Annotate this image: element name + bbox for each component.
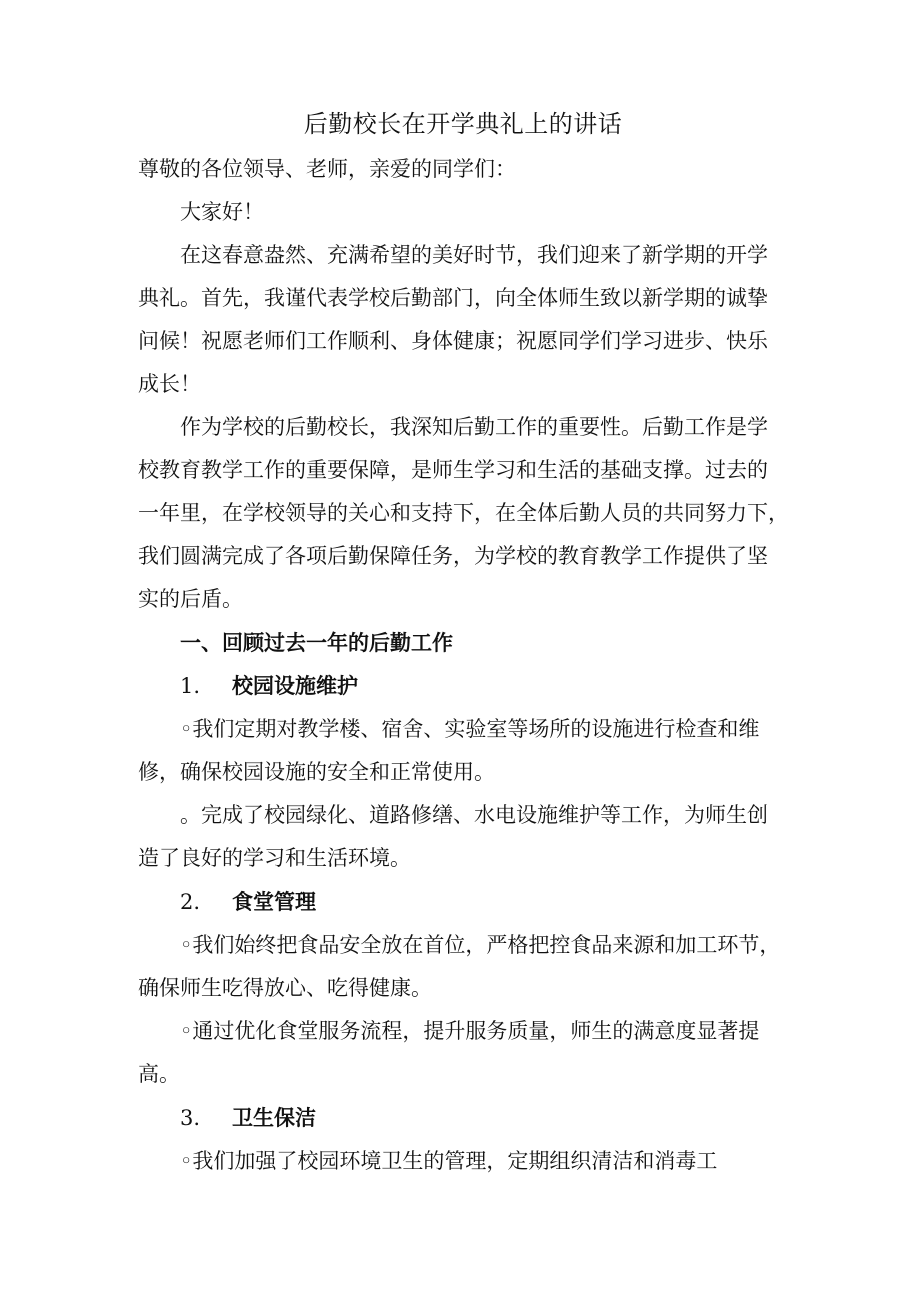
paragraph-line: 我们圆满完成了各项后勤保障任务，为学校的教育教学工作提供了坚	[138, 544, 768, 568]
second-paragraph	[138, 406, 788, 621]
item-heading: 食堂管理	[232, 889, 316, 914]
item-heading: 校园设施维护	[232, 673, 358, 698]
paragraph-line: 高。	[138, 1062, 180, 1086]
document-page	[138, 104, 788, 1183]
paragraph-line: 确保师生吃得放心、吃得健康。	[138, 976, 432, 1000]
item-number: 1.	[180, 674, 201, 698]
paragraph-line: 修，确保校园设施的安全和正常使用。	[138, 760, 495, 784]
numbered-heading	[138, 664, 788, 708]
bullet-paragraph	[138, 708, 788, 794]
bullet-paragraph	[138, 1010, 788, 1096]
item-number: 2.	[180, 890, 201, 914]
bullet-paragraph	[138, 1140, 788, 1183]
paragraph-line: 问候！祝愿老师们工作顺利、身体健康；祝愿同学们学习进步、快乐	[138, 329, 768, 353]
paragraph-line: 一年里，在学校领导的关心和支持下，在全体后勤人员的共同努力下，	[138, 501, 789, 525]
paragraph-line: 典礼。首先，我谨代表学校后勤部门，向全体师生致以新学期的诚挚	[138, 286, 768, 310]
document-title: 后勤校长在开学典礼上的讲话	[303, 110, 623, 138]
salutation: 尊敬的各位领导、老师，亲爱的同学们：	[138, 157, 516, 181]
item-number: 3.	[180, 1106, 201, 1130]
numbered-heading	[138, 880, 788, 924]
bullet-paragraph	[138, 794, 788, 880]
paragraph-line: ◦我们定期对教学楼、宿舍、实验室等场所的设施进行检查和维	[180, 717, 760, 741]
paragraph-line: 成长！	[138, 372, 201, 396]
paragraph-line: 校教育教学工作的重要保障，是师生学习和生活的基础支撑。过去的	[138, 458, 768, 482]
paragraph-line: ◦我们始终把食品安全放在首位，严格把控食品来源和加工环节，	[180, 933, 781, 957]
paragraph-line: 作为学校的后勤校长，我深知后勤工作的重要性。后勤工作是学	[180, 415, 768, 439]
paragraph-line: ◦我们加强了校园环境卫生的管理，定期组织清洁和消毒工	[180, 1149, 718, 1173]
paragraph-line: 实的后盾。	[138, 587, 243, 611]
paragraph-line: 造了良好的学习和生活环境。	[138, 846, 411, 870]
bullet-paragraph	[138, 924, 788, 1010]
paragraph-line: 在这春意盎然、充满希望的美好时节，我们迎来了新学期的开学	[180, 243, 768, 267]
numbered-heading	[138, 1096, 788, 1140]
item-heading: 卫生保洁	[232, 1105, 316, 1130]
paragraph-line: ◦通过优化食堂服务流程，提升服务质量，师生的满意度显著提	[180, 1019, 760, 1043]
section-heading: 一、回顾过去一年的后勤工作	[180, 630, 453, 655]
greeting: 大家好！	[180, 200, 264, 224]
intro-paragraph	[138, 234, 788, 406]
paragraph-line: 。完成了校园绿化、道路修缮、水电设施维护等工作，为师生创	[180, 803, 768, 827]
